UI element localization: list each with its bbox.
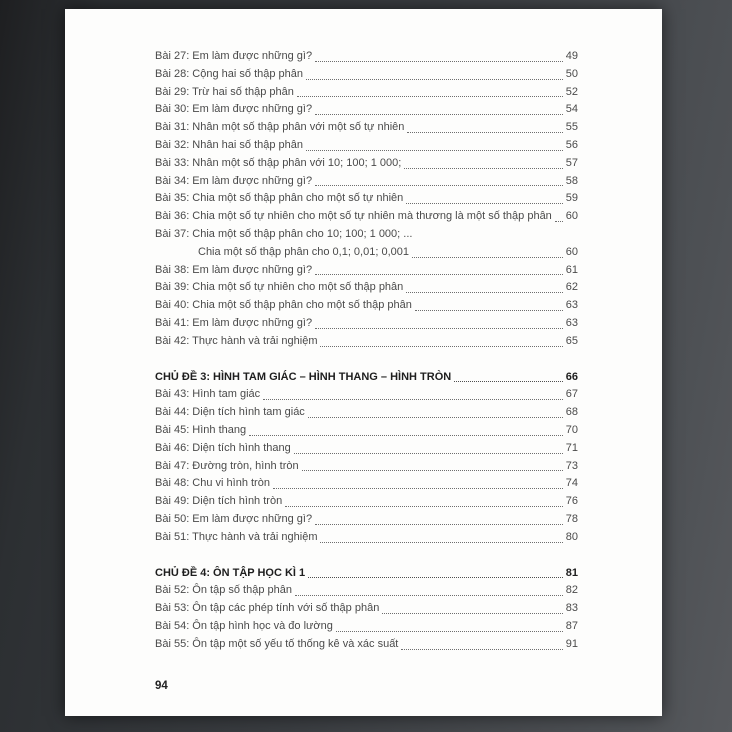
toc-entry-page: 59 — [565, 192, 578, 205]
toc-entry-page: 62 — [565, 281, 578, 294]
toc-entry-label: Bài 40: Chia một số thập phân cho một số thập phân — [155, 299, 412, 312]
dotted-leader — [294, 453, 563, 454]
toc-entry-page: 87 — [565, 619, 578, 632]
dotted-leader — [306, 150, 563, 151]
dotted-leader — [406, 203, 562, 204]
toc-entry — [155, 582, 578, 600]
toc-entry-label: Bài 47: Đường tròn, hình tròn — [155, 459, 299, 472]
toc-entry — [155, 404, 578, 422]
toc-entry — [155, 155, 578, 173]
toc-entry-label: Bài 41: Em làm được những gì? — [155, 316, 313, 329]
toc-entry-label: Bài 31: Nhân một số thập phân với một số tự nhiên — [155, 121, 405, 134]
toc-entry-label: Bài 36: Chia một số tự nhiên cho một số tự nhiên mà thương là một số thập phân — [155, 210, 552, 223]
toc-heading-label: CHỦ ĐỀ 3: HÌNH TAM GIÁC – HÌNH THANG – HÌNH TRÒN — [155, 370, 452, 383]
toc-entry-page: 73 — [565, 459, 578, 472]
toc-entry — [155, 66, 578, 84]
toc-entry-page: 60 — [565, 210, 578, 223]
toc-entry-page: 54 — [565, 103, 578, 116]
toc-entry — [155, 458, 578, 476]
toc-entry — [155, 297, 578, 315]
toc-entry-label: Bài 49: Diện tích hình tròn — [155, 495, 283, 508]
toc-entry — [155, 279, 578, 297]
toc-entry-page: 58 — [565, 174, 578, 187]
toc-entry-page: 66 — [565, 370, 578, 383]
toc-entry — [155, 190, 578, 208]
toc-entry — [155, 244, 578, 262]
toc-entry — [155, 618, 578, 636]
toc-entry — [155, 101, 578, 119]
toc-entry-label: Bài 27: Em làm được những gì? — [155, 50, 313, 62]
toc-entry — [155, 636, 578, 654]
dotted-leader — [285, 506, 563, 507]
toc-entry-label: Bài 28: Cộng hai số thập phân — [155, 67, 304, 80]
toc-entry-page: 82 — [565, 584, 578, 597]
dotted-leader — [295, 595, 563, 596]
toc-entry-label: Bài 44: Diện tích hình tam giác — [155, 406, 305, 419]
dotted-leader — [336, 631, 563, 632]
dotted-leader — [315, 114, 563, 115]
toc-entry-label: Bài 55: Ôn tập một số yếu tố thống kê và xác suất — [155, 637, 399, 650]
toc-entry — [155, 119, 578, 137]
toc-entry-page: 80 — [565, 530, 578, 543]
toc-entry-label: Chia một số thập phân cho 0,1; 0,01; 0,001 — [198, 245, 409, 258]
toc-entry-page: 68 — [565, 406, 578, 419]
toc-entry-page: 81 — [565, 566, 578, 579]
toc-entry — [155, 137, 578, 155]
toc-entry-label: Bài 53: Ôn tập các phép tính với số thập phân — [155, 602, 380, 615]
toc-heading — [155, 565, 578, 583]
toc-entry — [155, 208, 578, 226]
toc-entry-page: 57 — [565, 156, 578, 169]
toc-entry — [155, 173, 578, 191]
toc-entry-label: Bài 38: Em làm được những gì? — [155, 263, 313, 276]
toc-entry — [155, 386, 578, 404]
toc-entry-label: Bài 34: Em làm được những gì? — [155, 174, 313, 187]
dotted-leader — [454, 381, 563, 382]
toc-entry-page: 50 — [565, 67, 578, 80]
toc-entry-label: Bài 33: Nhân một số thập phân với 10; 100; 1 000; — [155, 156, 402, 169]
toc-entry-label: Bài 52: Ôn tập số thập phân — [155, 584, 292, 597]
toc-entry-page: 65 — [565, 334, 578, 347]
dotted-leader — [302, 470, 563, 471]
dotted-leader — [308, 577, 563, 578]
dotted-leader — [308, 417, 563, 418]
dotted-leader — [249, 435, 563, 436]
toc-entry — [155, 333, 578, 351]
book-page — [65, 9, 662, 716]
toc-entry-page: 56 — [565, 138, 578, 151]
dotted-leader — [263, 399, 563, 400]
toc-heading — [155, 369, 578, 387]
dotted-leader — [407, 132, 562, 133]
toc-entry-page: 60 — [565, 245, 578, 258]
page-number: 94 — [155, 679, 168, 692]
dotted-leader — [315, 274, 563, 275]
toc-heading-label: CHỦ ĐỀ 4: ÔN TẬP HỌC KÌ 1 — [155, 566, 306, 579]
toc-entry-label: Bài 45: Hình thang — [155, 423, 247, 436]
dotted-leader — [273, 488, 563, 489]
toc-entry-page: 70 — [565, 423, 578, 436]
toc-entry-label: Bài 54: Ôn tập hình học và đo lường — [155, 619, 333, 632]
toc-entry — [155, 475, 578, 493]
toc-entry-page: 52 — [565, 85, 578, 98]
toc-entry-page: 49 — [565, 50, 578, 62]
toc-entry — [155, 511, 578, 529]
toc-entry-label: Bài 39: Chia một số tự nhiên cho một số thập phân — [155, 281, 404, 294]
toc-entry — [155, 600, 578, 618]
toc-entry-page: 71 — [565, 441, 578, 454]
dotted-leader — [401, 649, 562, 650]
toc-entry-label: Bài 43: Hình tam giác — [155, 388, 261, 401]
toc-entry-page: 61 — [565, 263, 578, 276]
toc-entry — [155, 315, 578, 333]
toc-entry-label: Bài 29: Trừ hai số thập phân — [155, 85, 294, 98]
dotted-leader — [406, 292, 562, 293]
toc-entry-label: Bài 50: Em làm được những gì? — [155, 512, 313, 525]
dotted-leader — [306, 79, 563, 80]
toc-entry-label: Bài 32: Nhân hai số thập phân — [155, 138, 304, 151]
toc-entry — [155, 440, 578, 458]
toc-entry — [155, 262, 578, 280]
dotted-leader — [315, 328, 563, 329]
toc-entry — [155, 226, 578, 244]
toc-entry-page: 83 — [565, 602, 578, 615]
dotted-leader — [315, 185, 563, 186]
toc-entry — [155, 493, 578, 511]
toc-list — [155, 48, 578, 654]
toc-entry-label: Bài 30: Em làm được những gì? — [155, 103, 313, 116]
dotted-leader — [320, 346, 562, 347]
dotted-leader — [555, 221, 563, 222]
dotted-leader — [415, 310, 563, 311]
dotted-leader — [382, 613, 562, 614]
toc-entry-label: Bài 35: Chia một số thập phân cho một số tự nhiên — [155, 192, 404, 205]
toc-entry — [155, 48, 578, 66]
toc-entry-page: 63 — [565, 299, 578, 312]
toc-entry-page: 63 — [565, 316, 578, 329]
toc-entry-page: 76 — [565, 495, 578, 508]
dotted-leader — [315, 61, 563, 62]
toc-entry-label: Bài 51: Thực hành và trải nghiệm — [155, 530, 318, 543]
toc-entry — [155, 84, 578, 102]
toc-entry-page: 74 — [565, 477, 578, 490]
toc-entry-label: Bài 48: Chu vi hình tròn — [155, 477, 270, 490]
page-content — [155, 48, 578, 692]
dotted-leader — [297, 96, 563, 97]
dotted-leader — [404, 168, 562, 169]
dotted-leader — [315, 524, 563, 525]
toc-entry-page: 78 — [565, 512, 578, 525]
toc-entry-label: Bài 42: Thực hành và trải nghiệm — [155, 334, 318, 347]
toc-entry-page: 91 — [565, 637, 578, 650]
toc-entry — [155, 422, 578, 440]
toc-entry-label: Bài 37: Chia một số thập phân cho 10; 100; 1 000; ... — [155, 227, 413, 240]
dotted-leader — [412, 257, 563, 258]
toc-entry-label: Bài 46: Diện tích hình thang — [155, 441, 291, 454]
toc-entry-page: 55 — [565, 121, 578, 134]
toc-entry — [155, 529, 578, 547]
dotted-leader — [320, 542, 562, 543]
toc-entry-page: 67 — [565, 388, 578, 401]
